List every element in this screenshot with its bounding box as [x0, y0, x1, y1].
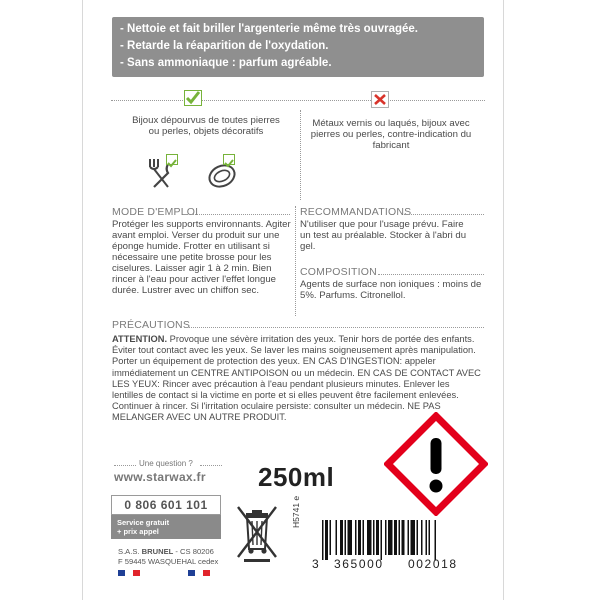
mode-emploi-text: Protéger les supports environnants. Agiter avant emploi. Verser du produit sur une éponge humide. Frotter en utilisant si nécessaire une petite brosse pour les ciselures. Laisser agir 1 à 2 min. Bien rincer à l'eau pour activer l'effet longue durée. Lustrer avec un chiffon sec.	[112, 219, 291, 296]
product-code: H5741 e	[291, 495, 301, 528]
divider	[186, 214, 290, 215]
barcode-bar	[421, 520, 423, 555]
barcode-bar	[435, 520, 437, 560]
barcode-bar	[348, 520, 353, 555]
unsuitable-cross-icon	[371, 91, 389, 108]
barcode-bar	[330, 520, 332, 555]
barcode-bar	[363, 520, 365, 555]
suitable-text: Bijoux dépourvus de toutes pierres ou perles, objets décoratifs	[132, 115, 280, 137]
company-address: F 59445 WASQUEHAL cedex	[118, 557, 219, 566]
barcode	[322, 520, 480, 560]
barcode-bar	[426, 520, 428, 555]
precautions-body: Provoque une sévère irritation des yeux. Tenir hors de portée des enfants. Éviter tout contact avec les yeux. Se laver les mains soigneusement après manipulation. Porter un équipement de protection des yeux. EN CAS D'INGESTION: appeler immédiatement un CENTRE ANTIPOISON ou un médecin. EN CAS DE CONTACT AVEC LES YEUX: Rincer avec précaution à l'eau pendant plusieurs minutes. Enlever les lentilles de contact si la victime en porte et si elles peuvent être facilement enlevées. Continuer à rincer. Si l'irritation oculaire persiste: consulter un médecin. NE PAS MELANGER AVEC UN AUTRE PRODUIT.	[112, 334, 481, 423]
barcode-bar	[408, 520, 410, 555]
barcode-bar	[322, 520, 324, 560]
barcode-bar	[373, 520, 375, 555]
service-line-1: Service gratuit	[117, 518, 170, 527]
divider	[114, 465, 136, 466]
benefit-2: - Retarde la réaparition de l'oxydation.	[120, 40, 329, 52]
french-flag-icon	[118, 570, 140, 576]
bracelet-check-icon	[223, 154, 235, 165]
barcode-bar	[345, 520, 347, 555]
precautions-text	[112, 334, 482, 424]
barcode-group-1: 365000	[334, 557, 384, 571]
benefit-3: - Sans ammoniaque : parfum agréable.	[120, 57, 332, 69]
barcode-bar	[411, 520, 416, 555]
benefit-1: - Nettoie et fait briller l'argenterie même très ouvragée.	[120, 23, 419, 35]
composition-text: Agents de surface non ioniques : moins de 5%. Parfums. Citronellol.	[300, 279, 482, 301]
phone-number[interactable]: 0 806 601 101	[111, 495, 221, 515]
service-line-2: + prix appel	[117, 527, 159, 536]
recommandations-text: N'utiliser que pour l'usage prévu. Faire un test au préalable. Stocker à l'abri du gel.	[300, 219, 467, 252]
barcode-bar	[336, 520, 338, 555]
barcode-bar	[367, 520, 372, 555]
barcode-bar	[388, 520, 393, 555]
website-link[interactable]: www.starwax.fr	[114, 470, 206, 484]
divider	[404, 214, 484, 215]
divider	[111, 100, 485, 101]
cutlery-check-icon	[166, 154, 178, 165]
recommandations-title: RECOMMANDATIONS	[300, 206, 412, 218]
benefits-banner	[112, 17, 484, 77]
barcode-first-digit: 3	[312, 557, 319, 571]
barcode-bar	[399, 520, 401, 555]
barcode-bar	[381, 520, 383, 560]
company-line	[118, 547, 214, 556]
crossed-bin-icon	[234, 505, 280, 563]
mode-emploi-title: MODE D'EMPLOI	[112, 206, 199, 218]
service-badge	[111, 515, 221, 539]
suitable-check-icon	[184, 90, 202, 106]
company-suffix: - CS 80206	[175, 547, 214, 556]
barcode-bar	[402, 520, 405, 555]
ghs-exclamation-icon	[384, 412, 488, 516]
divider	[300, 110, 301, 200]
barcode-bar	[376, 520, 379, 555]
volume: 250ml	[258, 462, 335, 492]
company-name: BRUNEL	[141, 547, 174, 556]
company-prefix: S.A.S.	[118, 547, 140, 556]
french-flag-icon	[188, 570, 210, 576]
divider	[378, 274, 484, 275]
divider	[184, 327, 484, 328]
unsuitable-text: Métaux vernis ou laqués, bijoux avec pierres ou perles, contre-indication du fabricant	[310, 118, 472, 151]
divider	[295, 206, 296, 316]
barcode-bar	[325, 520, 328, 560]
barcode-bar	[394, 520, 397, 555]
barcode-bar	[429, 520, 431, 555]
precautions-lead: ATTENTION.	[112, 334, 168, 344]
composition-title: COMPOSITION	[300, 266, 377, 278]
barcode-bar	[355, 520, 357, 555]
divider	[200, 465, 222, 466]
barcode-bar	[340, 520, 343, 555]
barcode-bar	[417, 520, 419, 555]
barcode-group-2: 002018	[408, 557, 458, 571]
question-text: Une question ?	[139, 459, 193, 468]
barcode-bar	[385, 520, 387, 555]
precautions-title: PRÉCAUTIONS	[112, 319, 191, 331]
barcode-bar	[358, 520, 361, 555]
